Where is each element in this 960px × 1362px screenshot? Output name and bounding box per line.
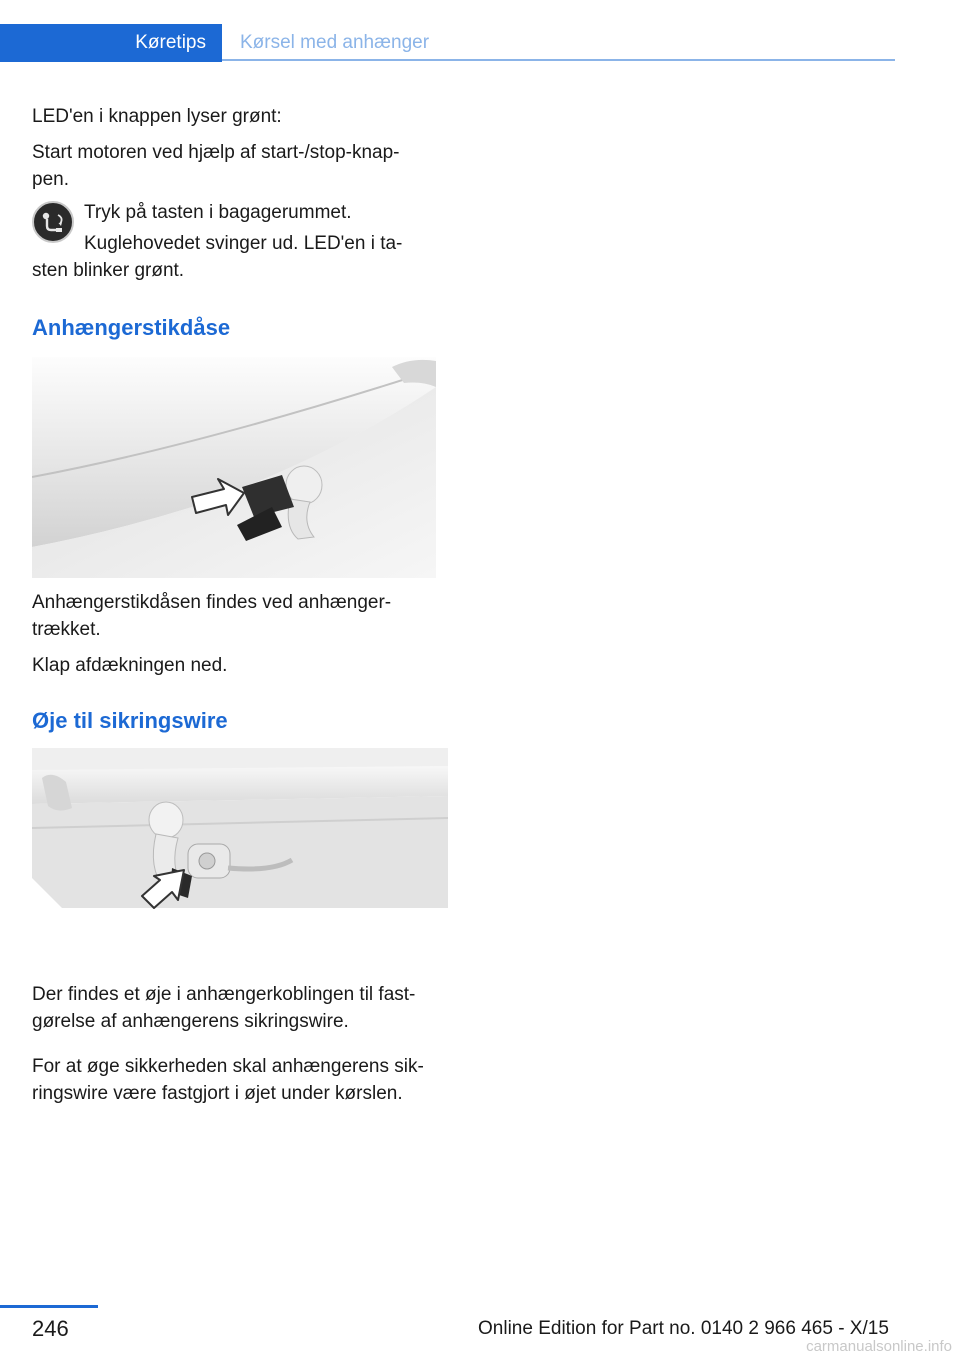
led-green-text: LED'en i knappen lyser grønt:	[32, 106, 282, 127]
press-button-text: Tryk på tasten i bagagerummet.	[84, 202, 352, 223]
socket-heading-wrap	[32, 313, 450, 343]
safety-wire-text-2: ringswire være fastgjort i øjet under kørslen.	[32, 1083, 403, 1104]
ball-head-text-block	[84, 230, 402, 257]
safety-wire-text-1: For at øge sikkerheden skal anhængerens sik‐	[32, 1056, 424, 1077]
socket-location-text-2: trækket.	[32, 619, 101, 640]
ball-head-text-1: Kuglehovedet svinger ud. LED'en i ta‐	[84, 233, 403, 254]
page-header	[0, 24, 960, 62]
fold-cover-text: Klap afdækningen ned.	[32, 655, 228, 676]
eye-description-text-1: Der findes et øje i anhængerkoblingen til fast‐	[32, 984, 416, 1005]
socket-illustration	[32, 357, 436, 578]
socket-location-text-1: Anhængerstikdåsen findes ved anhænger‐	[32, 592, 392, 613]
watermark: carmanualsonline.info	[806, 1338, 952, 1355]
eye-heading-wrap	[32, 706, 450, 736]
start-engine-text-1: Start motoren ved hjælp af start-/stop-knap‐	[32, 142, 400, 163]
eye-description-text-2: gørelse af anhængerens sikringswire.	[32, 1011, 349, 1032]
ball-head-text-2: sten blinker grønt.	[32, 260, 185, 281]
socket-heading: Anhængerstikdåse	[32, 315, 231, 340]
press-button-block	[84, 199, 352, 226]
eye-heading: Øje til sikringswire	[32, 708, 228, 733]
page-number: 246	[32, 1316, 69, 1341]
edition-text: Online Edition for Part no. 0140 2 966 465 - X/15	[478, 1318, 889, 1339]
header-rule	[222, 59, 895, 61]
ball-head-text-block-2	[32, 257, 184, 284]
section-tab[interactable]: Kørsel med anhænger	[240, 32, 430, 53]
start-engine-text-2: pen.	[32, 169, 69, 190]
intro-block	[32, 103, 450, 193]
chapter-tab[interactable]: Køretips	[0, 24, 222, 62]
socket-text-block	[32, 589, 450, 679]
footer-rule	[0, 1305, 98, 1308]
tow-hitch-button-icon	[32, 201, 74, 243]
safety-eye-illustration	[32, 748, 448, 940]
eye-text-block	[32, 981, 450, 1107]
